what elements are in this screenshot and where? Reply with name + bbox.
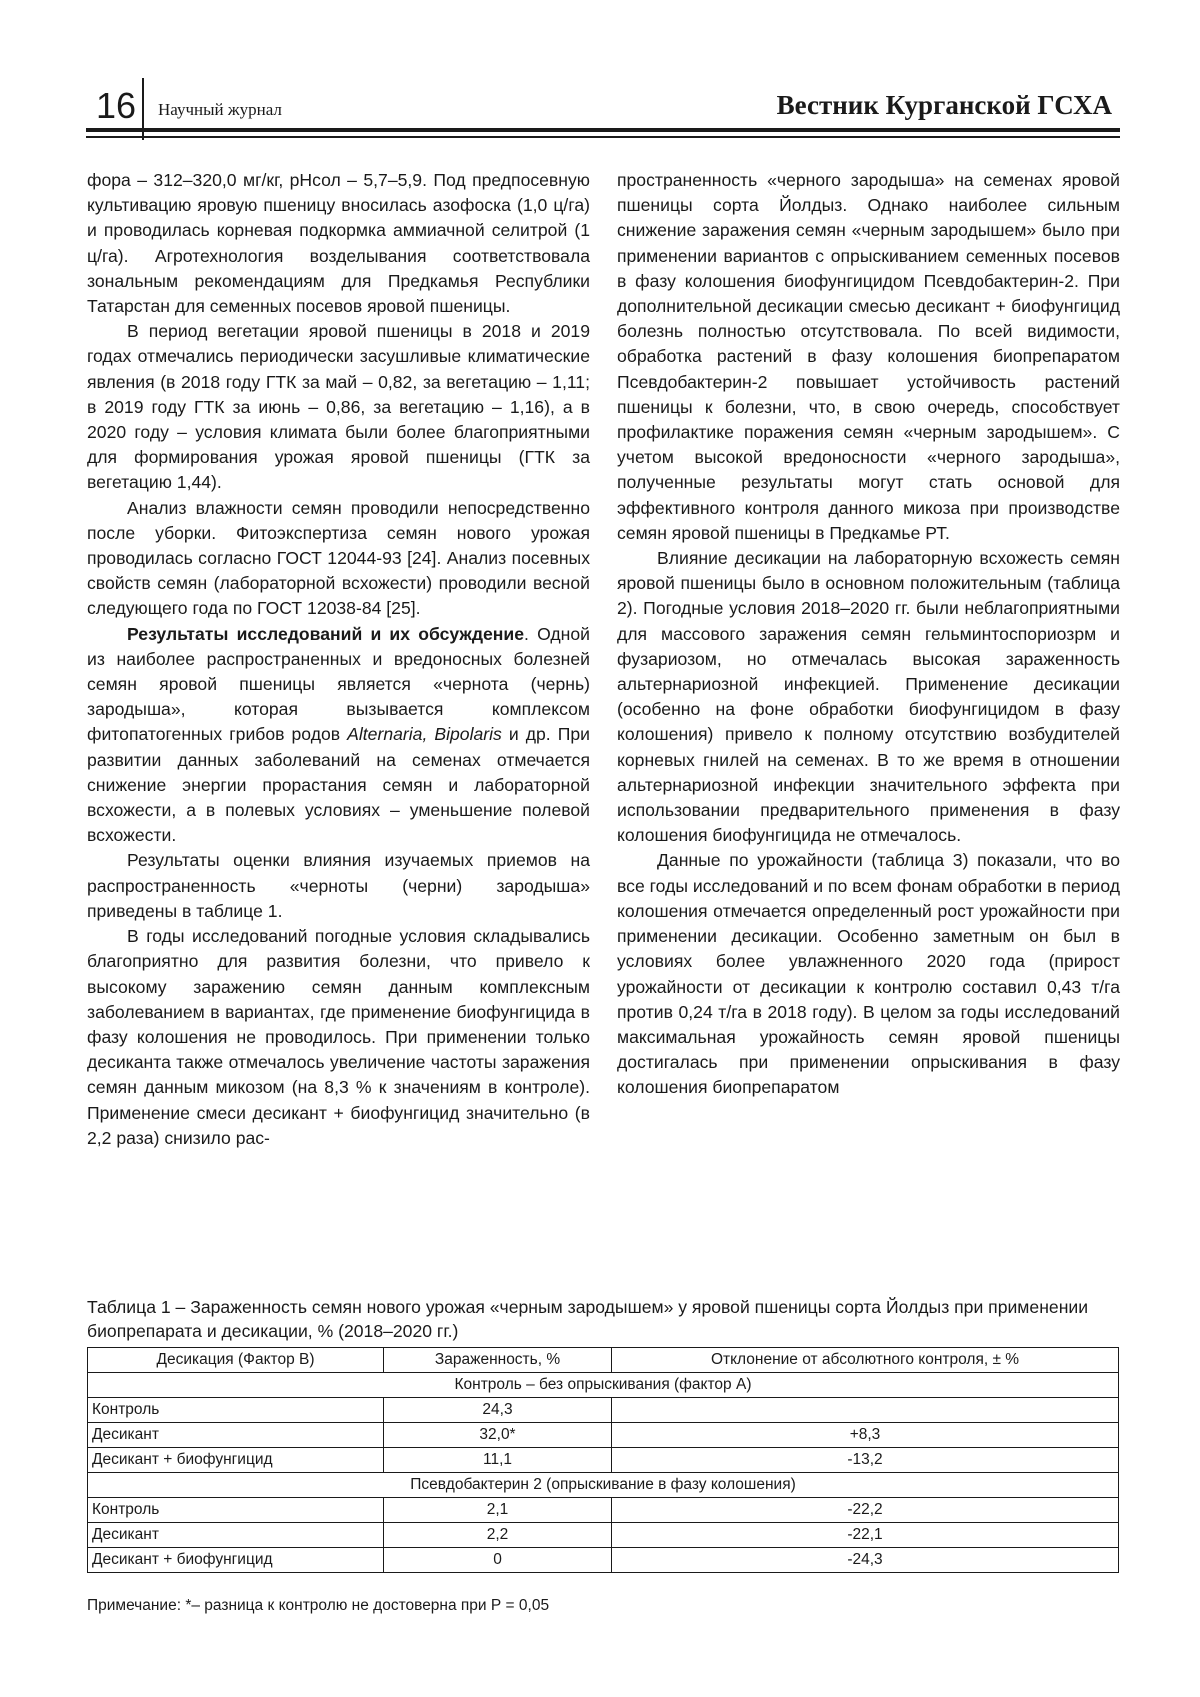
journal-type: Научный журнал: [158, 100, 282, 119]
column-header: Десикация (Фактор В): [88, 1348, 384, 1373]
variant-cell: Десикант: [88, 1523, 384, 1548]
paragraph: пространенность «черного зародыша» на семенах яровой пшеницы сорта Йолдыз. Однако наиболее сильным снижение заражения семян «черным зародышем» было при применении вариантов с опрыскиванием семенных посевов в фазу колошения биофунгицидом Псевдобактерин-2. При дополнительной десикации смесью десикант + биофунгицид болезнь полностью отсутствовала. По всей видимости, обработка растений в фазу колошения биопрепаратом Псевдобактерин-2 повышает устойчивость растений пшеницы к болезни, что, в свою очередь, способствует профилактике поражения семян «черным зародышем». С учетом высокой вредоносности «черного зародыша», полученные результаты могут стать основой для эффективного контроля данного микоза при производстве семян яровой пшеницы в Предкамье РТ.: [617, 170, 1120, 543]
variant-cell: Десикант + биофунгицид: [88, 1548, 384, 1573]
right-column: [617, 168, 1120, 1101]
value-cell: 24,3: [384, 1398, 612, 1423]
value-cell: 2,2: [384, 1523, 612, 1548]
deviation-cell: -13,2: [612, 1448, 1119, 1473]
left-column: [87, 168, 590, 1151]
column-header: Отклонение от абсолютного контроля, ± %: [612, 1348, 1119, 1373]
group-row: [88, 1473, 1119, 1498]
paragraph: Результаты оценки влияния изучаемых приемов на распространенность «черноты (черни) зародыша» приведены в таблице 1.: [87, 850, 590, 921]
group-label: Контроль – без опрыскивания (фактор А): [88, 1373, 1119, 1398]
deviation-cell: [612, 1398, 1119, 1423]
header-rule-thick: [86, 128, 1120, 132]
group-row: [88, 1373, 1119, 1398]
value-cell: 0: [384, 1548, 612, 1573]
journal-name: Вестник Курганской ГСХА: [776, 90, 1112, 120]
variant-cell: Контроль: [88, 1398, 384, 1423]
paragraph: В годы исследований погодные условия складывались благоприятно для развития болезни, что привело к высокому заражению семян данным комплексным заболеванием в вариантах, где применение биофунгицида в фазу колошения не проводилось. При применении только десиканта также отмечалось увеличение частоты заражения семян данным микозом (на 8,3 % к значениям в контроле). Применение смеси десикант + биофунгицид значительно (в 2,2 раза) снизило рас-: [87, 926, 590, 1148]
variant-cell: Десикант + биофунгицид: [88, 1448, 384, 1473]
table-row: [88, 1423, 1119, 1448]
table-row: [88, 1448, 1119, 1473]
genus-names: Alternaria, Bipolaris: [347, 724, 502, 745]
table-row: [88, 1548, 1119, 1573]
value-cell: 2,1: [384, 1498, 612, 1523]
column-header: Зараженность, %: [384, 1348, 612, 1373]
variant-cell: Десикант: [88, 1423, 384, 1448]
infection-table: [87, 1347, 1119, 1573]
value-cell: 32,0*: [384, 1423, 612, 1448]
variant-cell: Контроль: [88, 1498, 384, 1523]
deviation-cell: -22,2: [612, 1498, 1119, 1523]
table-header-row: [88, 1348, 1119, 1373]
section-heading: Результаты исследований и их обсуждение: [127, 623, 525, 644]
paragraph: Анализ влажности семян проводили непосредственно после уборки. Фитоэкспертиза семян нового урожая проводилась согласно ГОСТ 12044-93 [24]. Анализ посевных свойств семян (лабораторной всхожести) проводили весной следующего года по ГОСТ 12038-84 [25].: [87, 497, 590, 619]
table-note: Примечание: *– разница к контролю не достоверна при Р = 0,05: [87, 1597, 550, 1614]
paragraph: фора – 312–320,0 мг/кг, рНсол – 5,7–5,9. Под предпосевную культивацию яровую пшеницу вносилась азофоска (1,0 ц/га) и проводилась корневая подкормка аммиачной селитрой (1 ц/га). Агротехнология возделывания соответствовала зональным рекомендациям для Предкамья Республики Татарстан для семенных посевов яровой пшеницы.: [87, 170, 590, 317]
header-rule-thin: [86, 136, 1120, 138]
table-caption: Таблица 1 – Зараженность семян нового урожая «черным зародышем» у яровой пшеницы сорта Йолдыз при применении биопрепарата и десикации, % (2018–2020 гг.): [87, 1297, 1089, 1341]
paragraph: Данные по урожайности (таблица 3) показали, что во все годы исследований и по всем фонам обработки в период колошения отмечается определенный рост урожайности при применении десикации. Особенно заметным он был в условиях более увлажненного 2020 года (прирост урожайности от десикации к контролю составил 0,43 т/га против 0,24 т/га в 2018 году). В целом за годы исследований максимальная урожайность семян яровой пшеницы достигалась при применении опрыскивания в фазу колошения биопрепаратом: [617, 850, 1120, 1098]
table-row: [88, 1523, 1119, 1548]
value-cell: 11,1: [384, 1448, 612, 1473]
page-number: 16: [96, 85, 137, 126]
text-run: .: [524, 623, 529, 644]
paragraph-results: [87, 622, 590, 849]
table-row: [88, 1498, 1119, 1523]
deviation-cell: -24,3: [612, 1548, 1119, 1573]
paragraph: Влияние десикации на лабораторную всхожесть семян яровой пшеницы было в основном положительным (таблица 2). Погодные условия 2018–2020 гг. были неблагоприятными для массового заражения семян гельминтоспориозрм и фузариозом, но отмечалась высокая зараженность альтернариозной инфекцией. Применение десикации (особенно на фоне обработки биофунгицидом в фазу колошения) привело к полному отсутствию возбудителей корневых гнилей на семенах. В то же время в отношении альтернариозной инфекции значительного эффекта при использовании предварительного применения в фазу колошения биофунгицида не отмечалось.: [617, 548, 1120, 846]
paragraph: В период вегетации яровой пшеницы в 2018 и 2019 годах отмечались периодически засушливые климатические явления (в 2018 году ГТК за май – 0,82, за вегетацию – 1,11; в 2019 году ГТК за июнь – 0,86, за вегетацию – 1,16), а в 2020 году – условия климата были более благоприятными для формирования урожая яровой пшеницы (ГТК за вегетацию 1,44).: [87, 321, 590, 493]
text-run: Одной из наиболее распространенных и вредоносных болезней семян яровой пшеницы является «чернота (чернь) зародыша», которая вызывается комплексом фитопатогенных грибов родов: [87, 623, 591, 745]
group-label: Псевдобактерин 2 (опрыскивание в фазу колошения): [88, 1473, 1119, 1498]
table-row: [88, 1398, 1119, 1423]
deviation-cell: -22,1: [612, 1523, 1119, 1548]
deviation-cell: +8,3: [612, 1423, 1119, 1448]
text-run: и др. При развитии данных заболеваний на семенах отмечается снижение энергии прорастания семян и лабораторной всхожести, а в полевых условиях – уменьшение полевой всхожести.: [87, 724, 590, 846]
